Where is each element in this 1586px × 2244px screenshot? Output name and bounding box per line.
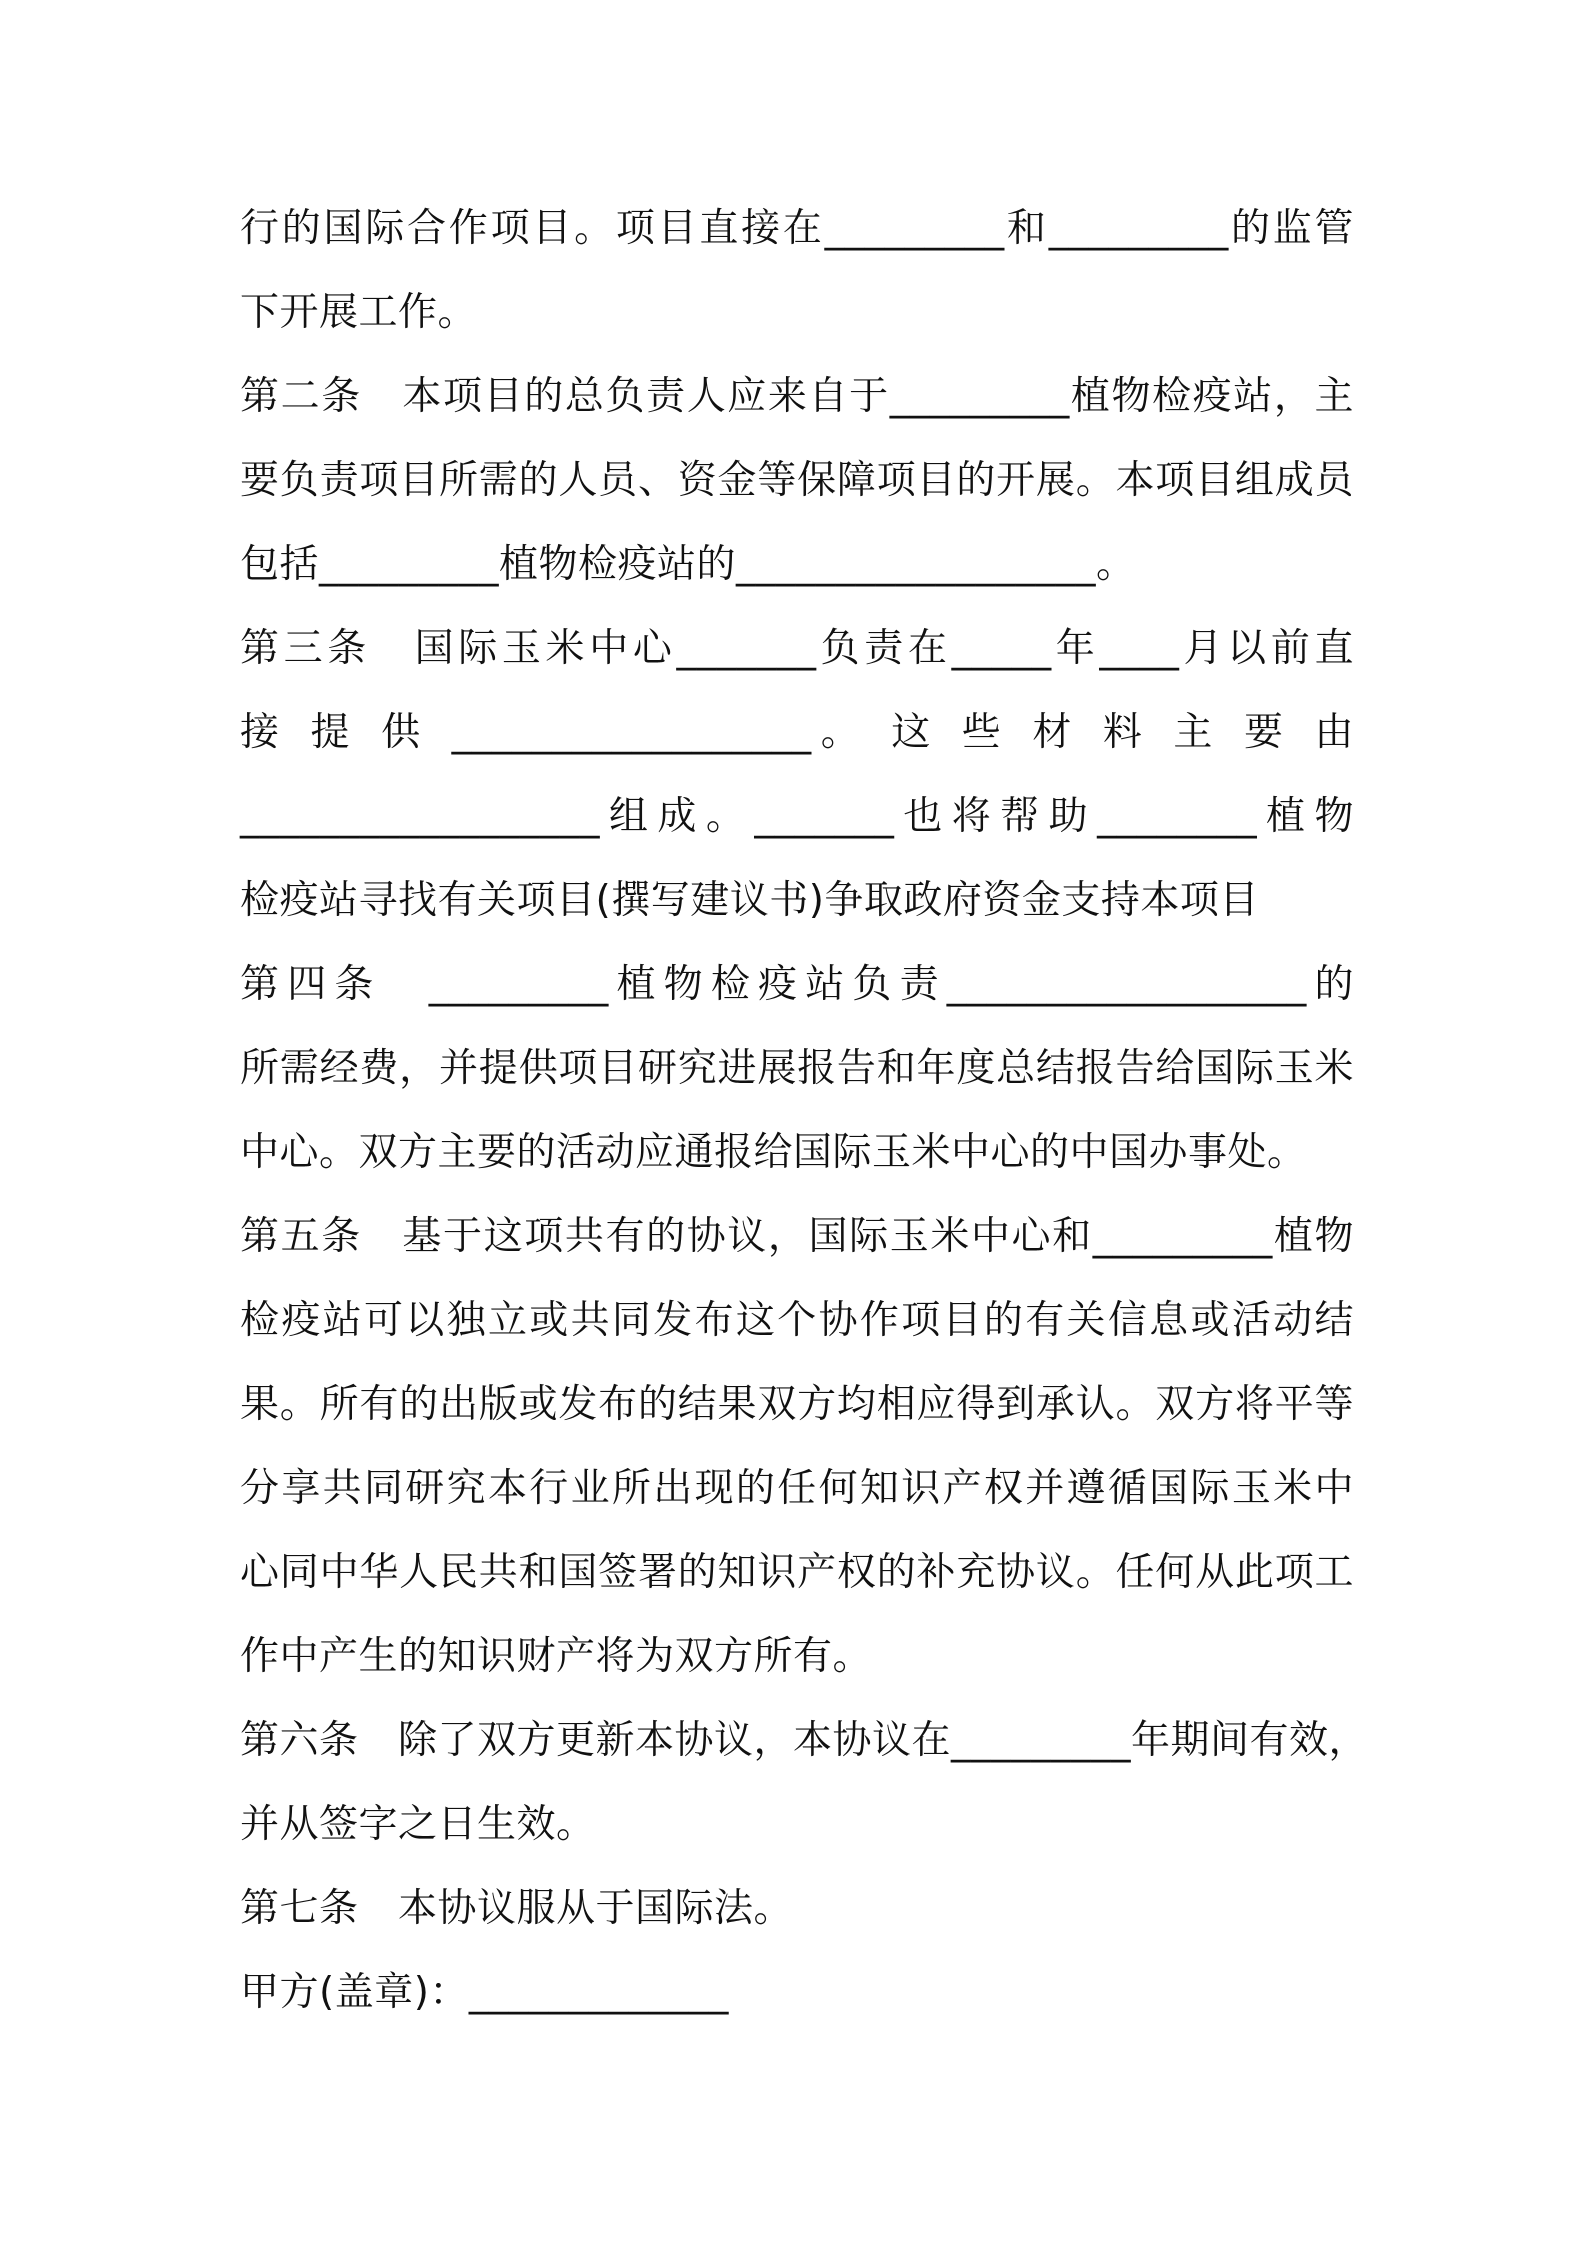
article-3-line-2: 接 提 供 __________________。 这 些 材 料 主 要 由 — [240, 710, 1354, 755]
article-5-line-5: 心同中华人民共和国签署的知识产权的补充协议。任何从此项工 — [240, 1550, 1354, 1595]
article-3-line-3: __________________组成。_______也将帮助________植物 — [240, 794, 1354, 839]
article-5-line-1: 第五条 基于这项共有的协议，国际玉米中心和_________植物 — [240, 1214, 1354, 1259]
doc-line-1: 行的国际合作项目。项目直接在_________和_________的监管 — [240, 206, 1354, 251]
article-4-line-3: 中心。双方主要的活动应通报给国际玉米中心的中国办事处。 — [240, 1130, 1307, 1175]
article-4-line-1: 第四条 _________植物检疫站负责__________________的 — [240, 962, 1354, 1007]
doc-line-2: 下开展工作。 — [240, 290, 478, 335]
article-3-line-1: 第三条 国际玉米中心_______负责在_____年____月以前直 — [240, 626, 1354, 671]
article-3-line-4: 检疫站寻找有关项目(撰写建议书)争取政府资金支持本项目 — [240, 878, 1259, 923]
article-5-line-3: 果。所有的出版或发布的结果双方均相应得到承认。双方将平等 — [240, 1382, 1354, 1427]
article-4-line-2: 所需经费，并提供项目研究进展报告和年度总结报告给国际玉米 — [240, 1046, 1354, 1091]
article-2-line-1: 第二条 本项目的总负责人应来自于_________植物检疫站，主 — [240, 374, 1354, 419]
article-7-line-1: 第七条 本协议服从于国际法。 — [240, 1886, 794, 1931]
article-6-line-2: 并从签字之日生效。 — [240, 1802, 596, 1847]
article-5-line-6: 作中产生的知识财产将为双方所有。 — [240, 1634, 873, 1679]
article-5-line-4: 分享共同研究本行业所出现的任何知识产权并遵循国际玉米中 — [240, 1466, 1354, 1511]
article-6-line-1: 第六条 除了双方更新本协议，本协议在_________年期间有效， — [240, 1718, 1369, 1763]
article-5-line-2: 检疫站可以独立或共同发布这个协作项目的有关信息或活动结 — [240, 1298, 1354, 1343]
article-2-line-3: 包括_________植物检疫站的__________________。 — [240, 542, 1136, 587]
article-2-line-2: 要负责项目所需的人员、资金等保障项目的开展。本项目组成员 — [240, 458, 1354, 503]
party-a-seal-line: 甲方(盖章)：_____________ — [240, 1970, 729, 2015]
